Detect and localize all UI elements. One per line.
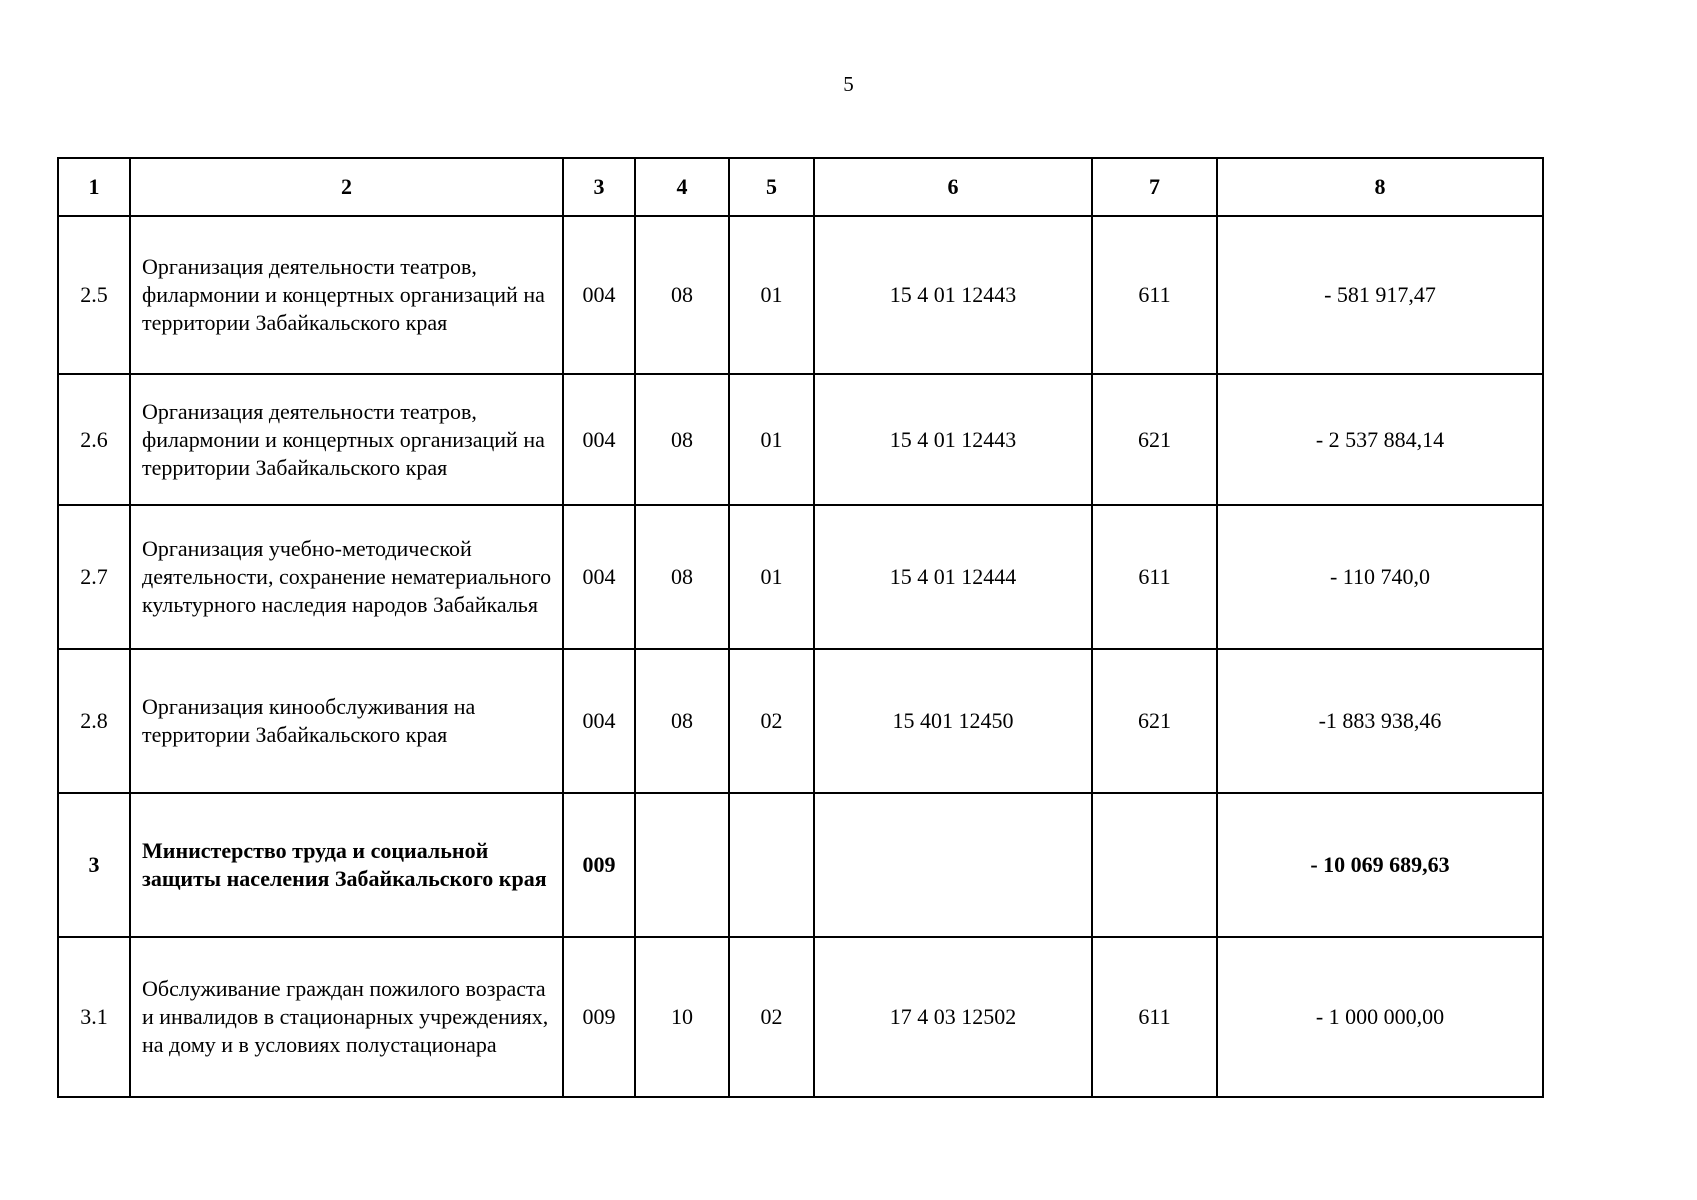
table-row (58, 216, 1543, 374)
row-number: 2.5 (58, 216, 130, 374)
table-header-row (58, 158, 1543, 216)
header-cell: 5 (729, 158, 814, 216)
row-cell-5: 01 (729, 505, 814, 649)
row-cell-3: 009 (563, 793, 635, 937)
row-cell-6: 15 4 01 12444 (814, 505, 1092, 649)
row-name: Организация учебно-методической деятельности, сохранение нематериального культурного наследия народов Забайкалья (130, 505, 563, 649)
row-cell-6 (814, 793, 1092, 937)
row-name: Организация деятельности театров, филармонии и концертных организаций на территории Забайкальского края (130, 374, 563, 505)
row-name: Министерство труда и социальной защиты населения Забайкальского края (130, 793, 563, 937)
row-cell-4: 08 (635, 649, 729, 793)
row-cell-6: 15 4 01 12443 (814, 216, 1092, 374)
budget-table (57, 157, 1544, 1098)
header-cell: 4 (635, 158, 729, 216)
header-cell: 2 (130, 158, 563, 216)
row-cell-4: 08 (635, 505, 729, 649)
row-cell-6: 15 401 12450 (814, 649, 1092, 793)
row-cell-8: -1 883 938,46 (1217, 649, 1543, 793)
row-cell-5: 01 (729, 216, 814, 374)
row-cell-7: 621 (1092, 649, 1217, 793)
row-cell-7: 611 (1092, 216, 1217, 374)
row-number: 3 (58, 793, 130, 937)
row-cell-8: - 110 740,0 (1217, 505, 1543, 649)
row-cell-5: 02 (729, 937, 814, 1097)
row-cell-5: 01 (729, 374, 814, 505)
row-cell-6: 17 4 03 12502 (814, 937, 1092, 1097)
row-cell-8: - 2 537 884,14 (1217, 374, 1543, 505)
row-cell-3: 004 (563, 505, 635, 649)
row-cell-3: 004 (563, 649, 635, 793)
row-cell-8: - 1 000 000,00 (1217, 937, 1543, 1097)
row-number: 2.6 (58, 374, 130, 505)
row-cell-3: 004 (563, 216, 635, 374)
row-cell-5: 02 (729, 649, 814, 793)
row-number: 2.7 (58, 505, 130, 649)
row-cell-4: 08 (635, 216, 729, 374)
header-cell: 6 (814, 158, 1092, 216)
table-row-section (58, 793, 1543, 937)
table-row (58, 505, 1543, 649)
row-cell-8: - 10 069 689,63 (1217, 793, 1543, 937)
row-cell-7: 611 (1092, 937, 1217, 1097)
row-cell-4 (635, 793, 729, 937)
table-row (58, 374, 1543, 505)
row-number: 3.1 (58, 937, 130, 1097)
row-cell-5 (729, 793, 814, 937)
row-name: Обслуживание граждан пожилого возраста и инвалидов в стационарных учреждениях, на дому и в условиях полустационара (130, 937, 563, 1097)
page-number: 5 (843, 72, 854, 96)
row-cell-3: 009 (563, 937, 635, 1097)
header-cell: 3 (563, 158, 635, 216)
row-cell-7 (1092, 793, 1217, 937)
header-cell: 1 (58, 158, 130, 216)
table-row (58, 937, 1543, 1097)
row-name: Организация деятельности театров, филармонии и концертных организаций на территории Забайкальского края (130, 216, 563, 374)
row-cell-7: 621 (1092, 374, 1217, 505)
table-row (58, 649, 1543, 793)
row-cell-8: - 581 917,47 (1217, 216, 1543, 374)
row-cell-4: 08 (635, 374, 729, 505)
row-cell-4: 10 (635, 937, 729, 1097)
row-cell-3: 004 (563, 374, 635, 505)
header-cell: 7 (1092, 158, 1217, 216)
row-cell-6: 15 4 01 12443 (814, 374, 1092, 505)
row-name: Организация кинообслуживания на территории Забайкальского края (130, 649, 563, 793)
header-cell: 8 (1217, 158, 1543, 216)
row-number: 2.8 (58, 649, 130, 793)
row-cell-7: 611 (1092, 505, 1217, 649)
